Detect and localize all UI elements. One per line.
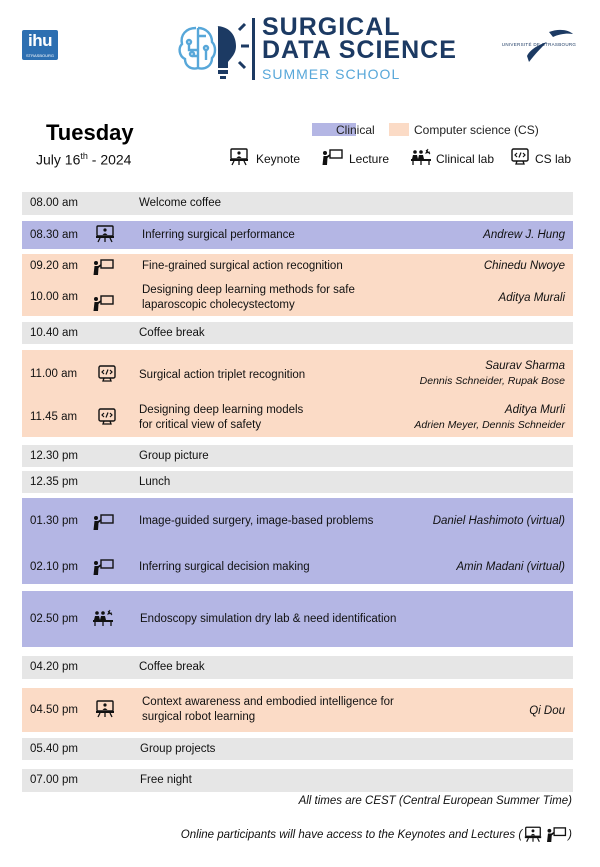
keynote-icon [523, 826, 543, 843]
row-speaker-line2: Dennis Schneider, Rupak Bose [419, 375, 565, 387]
schedule-block-cs [22, 350, 573, 437]
schedule-row [22, 769, 573, 792]
date-suffix: th [80, 151, 88, 161]
lecture-icon [92, 558, 114, 576]
row-title-line1: Designing deep learning models [139, 404, 304, 416]
row-title: Inferring surgical decision making [139, 561, 310, 573]
sds-title-line2: DATA SCIENCE [262, 36, 457, 64]
row-title-line2: laparoscopic cholecystectomy [142, 299, 295, 311]
schedule-row [22, 471, 573, 493]
row-speaker [420, 359, 565, 389]
schedule-row [22, 591, 573, 647]
legend-swatch-cs [389, 123, 409, 136]
sds-title-line1: SURGICAL [262, 13, 401, 41]
date-day: July 16 [36, 151, 81, 168]
row-title: Endoscopy simulation dry lab & need identification [140, 613, 397, 625]
sds-logo-title [262, 13, 457, 64]
row-title: Surgical action triplet recognition [139, 369, 306, 381]
row-title: Image-guided surgery, image-based problems [139, 515, 374, 527]
lecture-icon [545, 826, 567, 843]
legend-label-lecture: Lecture [349, 152, 390, 166]
row-speaker: Amin Madani (virtual) [456, 561, 565, 573]
schedule-row [22, 192, 573, 215]
schedule-row [22, 656, 573, 679]
legend-label-clinical-lab: Clinical lab [436, 152, 495, 166]
row-speaker-line2: Adrien Meyer, Dennis Schneider [414, 419, 565, 431]
sds-logo-subtitle: SUMMER SCHOOL [262, 66, 401, 82]
row-title: Welcome coffee [139, 197, 222, 209]
row-time: 11.00 am [30, 368, 78, 380]
row-title-line2: surgical robot learning [142, 711, 256, 723]
row-speaker-line1: Saurav Sharma [485, 360, 565, 372]
online-note-text: Online participants will have access to the Keynotes and Lectures ( [180, 828, 523, 841]
lecture-icon [92, 294, 114, 312]
keynote-icon [228, 148, 250, 166]
row-title [139, 403, 390, 433]
day-date [36, 151, 131, 168]
lecture-icon [92, 513, 114, 531]
row-title-line1: Context awareness and embodied intelligence for [142, 696, 394, 708]
row-time: 11.45 am [30, 411, 78, 423]
row-time: 07.00 pm [30, 774, 78, 786]
clinical-lab-icon [410, 148, 432, 166]
row-speaker: Chinedu Nwoye [483, 260, 565, 272]
row-speaker: Daniel Hashimoto (virtual) [432, 515, 565, 527]
schedule-block-cs [22, 254, 573, 316]
legend-label-cs: Computer science (CS) [414, 123, 539, 137]
timezone-note: All times are CEST (Central European Summer Time) [298, 795, 572, 807]
legend-label-clinical: Clinical [336, 123, 375, 137]
clinical-lab-icon [92, 609, 114, 627]
row-title: Group projects [140, 743, 216, 755]
row-title: Inferring surgical performance [142, 229, 295, 241]
row-title: Coffee break [139, 327, 205, 339]
lecture-icon [92, 258, 114, 276]
row-speaker: Andrew J. Hung [483, 229, 565, 241]
row-time: 05.40 pm [30, 743, 78, 755]
brain-bulb-icon [176, 20, 250, 82]
row-speaker-line1: Aditya Murli [504, 404, 565, 416]
row-time: 02.50 pm [30, 613, 78, 625]
row-title: Fine-grained surgical action recognition [142, 260, 343, 272]
ihu-logo-text: ihu [28, 31, 52, 50]
schedule-block-clinical [22, 498, 573, 584]
row-time: 09.20 am [30, 260, 78, 272]
row-title: Lunch [139, 476, 171, 488]
schedule-row [22, 688, 573, 732]
keynote-icon [94, 225, 116, 243]
row-time: 08.00 am [30, 197, 78, 209]
keynote-icon [94, 700, 116, 718]
ihu-logo-sub: STRASBOURG [25, 53, 54, 58]
unistra-logo-text: UNIVERSITÉ DE STRASBOURG [501, 42, 577, 47]
row-time: 01.30 pm [30, 515, 78, 527]
row-time: 12.35 pm [30, 476, 78, 488]
row-time: 12.30 pm [30, 450, 78, 462]
row-title-line2: for critical view of safety [139, 419, 262, 431]
row-time: 10.00 am [30, 291, 78, 303]
legend-label-keynote: Keynote [256, 152, 301, 166]
row-title-line1: Designing deep learning methods for safe [142, 284, 355, 296]
cs-lab-icon [96, 408, 118, 426]
schedule-row [22, 738, 573, 760]
row-speaker: Aditya Murali [498, 292, 565, 304]
logo-divider [252, 18, 255, 80]
row-speaker: Qi Dou [529, 705, 565, 717]
row-title [142, 695, 394, 725]
date-year: - 2024 [87, 151, 132, 168]
row-time: 10.40 am [30, 327, 78, 339]
row-title [142, 283, 464, 313]
schedule-row [22, 322, 573, 344]
row-time: 04.50 pm [30, 704, 78, 716]
row-time: 04.20 pm [30, 661, 78, 673]
row-time: 08.30 am [30, 229, 78, 241]
schedule-row [22, 221, 573, 249]
online-note [181, 826, 572, 843]
ihu-logo [22, 30, 58, 60]
row-title: Coffee break [139, 661, 205, 673]
legend-label-cs-lab: CS lab [535, 152, 572, 166]
day-title: Tuesday [46, 120, 134, 145]
row-time: 02.10 pm [30, 561, 78, 573]
schedule-row [22, 445, 573, 467]
row-title: Group picture [139, 450, 209, 462]
row-speaker [414, 403, 565, 433]
cs-lab-icon [509, 148, 531, 166]
cs-lab-icon [96, 365, 118, 383]
row-title: Free night [140, 774, 192, 786]
lecture-icon [321, 148, 343, 166]
online-note-end: ) [568, 828, 572, 841]
